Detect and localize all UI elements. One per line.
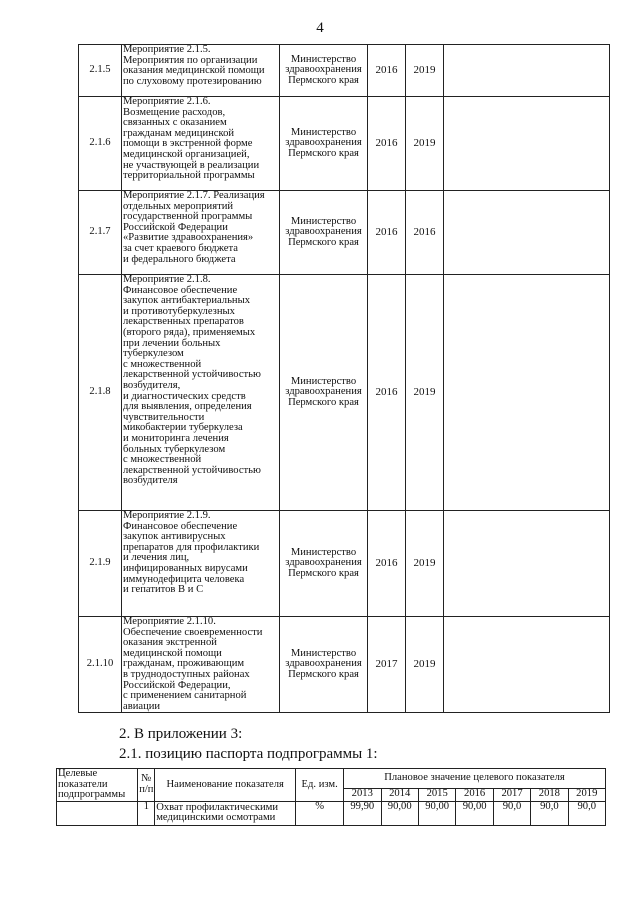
measure-row (79, 275, 610, 511)
measure-description-line: за счет краевого бюджета (123, 242, 238, 254)
measure-description-line: не участвующей в реализации (123, 159, 260, 171)
measure-blank-cell (444, 275, 610, 511)
measure-description-line: туберкулезом (123, 348, 184, 360)
measure-year-start: 2016 (368, 45, 406, 97)
measure-blank-cell (444, 191, 610, 275)
measure-description-line: чувствительности (123, 411, 205, 423)
measure-year-start: 2017 (368, 617, 406, 713)
measure-description-line: отдельных мероприятий (123, 200, 234, 212)
measure-executor (280, 617, 368, 713)
measure-description-line: по слуховому протезированию (123, 75, 262, 87)
measure-number: 2.1.8 (79, 275, 122, 511)
header-goal-line: Целевые (58, 768, 98, 779)
measure-description (122, 191, 280, 275)
measure-executor-line: Пермского края (288, 567, 359, 579)
measure-executor-line: Министерство (290, 375, 357, 387)
header-num-line: № (141, 773, 152, 785)
subsection-heading: 2.1. позицию паспорта подпрограммы 1: (119, 746, 378, 762)
measure-year-end: 2019 (406, 275, 444, 511)
measure-description-line: Мероприятие 2.1.6. (123, 96, 211, 107)
measure-description-line: государственной программы (123, 211, 253, 223)
measure-executor-line: Пермского края (288, 236, 359, 248)
measure-year-start: 2016 (368, 191, 406, 275)
measure-description-line: Мероприятие 2.1.9. (123, 510, 211, 521)
measure-row (79, 97, 610, 191)
measure-description-line: территориальной программы (123, 170, 255, 182)
measure-description-line: «Развитие здравоохранения» (123, 232, 254, 244)
measure-description-line: инфицированных вирусами (123, 562, 248, 574)
measure-description-line: оказания медицинской помощи (123, 65, 265, 77)
measure-description-line: гражданам медицинской (123, 127, 235, 139)
measure-executor (280, 511, 368, 617)
measure-executor-line: Министерство (290, 215, 357, 227)
indicator-value: 90,0 (568, 801, 605, 825)
measure-executor (280, 275, 368, 511)
measure-executor-line: Министерство (290, 647, 357, 659)
indicator-value: 90,00 (418, 801, 455, 825)
measure-description-line: Мероприятие 2.1.5. (123, 44, 211, 55)
measure-description-line: медицинской помощи (123, 647, 222, 659)
measure-year-end: 2016 (406, 191, 444, 275)
measure-description-line: закупок антивирусных (123, 531, 226, 543)
measure-description-line: с применением санитарной (123, 690, 247, 702)
measure-number: 2.1.6 (79, 97, 122, 191)
measure-description-line: препаратов для профилактики (123, 541, 260, 553)
measure-year-end: 2019 (406, 511, 444, 617)
measure-number: 2.1.10 (79, 617, 122, 713)
indicator-value: 90,00 (456, 801, 493, 825)
measure-description-line: в труднодоступных районах (123, 668, 250, 680)
measure-description-line: (второго ряда), применяемых (123, 326, 256, 338)
measure-description-line: и мониторинга лечения (123, 432, 229, 444)
measure-description-line: при лечении больных (123, 337, 221, 349)
indicator-unit: % (296, 801, 344, 825)
measure-executor-line: здравоохранения (285, 557, 362, 569)
measure-description-line: больных туберкулезом (123, 443, 226, 455)
measure-year-start: 2016 (368, 97, 406, 191)
measure-description-line: Российской Федерации, (123, 679, 231, 691)
measure-description-line: Финансовое обеспечение (123, 284, 238, 296)
measure-year-end: 2019 (406, 617, 444, 713)
measure-row (79, 511, 610, 617)
header-goal-line: подпрограммы (58, 789, 126, 801)
measures-table (78, 44, 610, 713)
measure-description-line: Возмещение расходов, (123, 106, 226, 118)
measure-description-line: Финансовое обеспечение (123, 520, 238, 532)
measure-blank-cell (444, 511, 610, 617)
measure-description-line: иммунодефицита человека (123, 573, 245, 585)
indicators-table (56, 768, 606, 826)
year-header: 2015 (418, 788, 455, 801)
measure-executor-line: здравоохранения (285, 658, 362, 670)
measure-year-end: 2019 (406, 45, 444, 97)
measure-executor-line: здравоохранения (285, 226, 362, 238)
measure-year-start: 2016 (368, 275, 406, 511)
indicator-goal-cell (57, 801, 138, 825)
measure-description-line: Обеспечение своевременности (123, 626, 263, 638)
measure-executor (280, 191, 368, 275)
measure-executor (280, 45, 368, 97)
measure-executor-line: здравоохранения (285, 64, 362, 76)
measure-executor-line: Пермского края (288, 74, 359, 86)
measure-executor-line: здравоохранения (285, 386, 362, 398)
indicator-value: 90,00 (381, 801, 418, 825)
measure-executor-line: Пермского края (288, 668, 359, 680)
page-number: 4 (316, 20, 324, 36)
measure-description-line: возбудителя, (123, 379, 181, 391)
measure-row (79, 617, 610, 713)
measure-description-line: лекарственных препаратов (123, 316, 244, 328)
measure-description-line: с множественной (123, 454, 202, 466)
year-header: 2019 (568, 788, 605, 801)
measure-year-start: 2016 (368, 511, 406, 617)
section-heading: 2. В приложении 3: (119, 726, 243, 742)
header-num (138, 769, 155, 802)
measure-blank-cell (444, 97, 610, 191)
measure-description-line: с множественной (123, 358, 202, 370)
measure-executor-line: Министерство (290, 126, 357, 138)
year-header: 2016 (456, 788, 493, 801)
year-header: 2017 (493, 788, 530, 801)
indicator-number: 1 (138, 801, 155, 825)
measure-description-line: и диагностических средств (123, 390, 246, 402)
measure-description (122, 617, 280, 713)
measure-row (79, 191, 610, 275)
measure-blank-cell (444, 45, 610, 97)
header-goal-line: показатели (58, 778, 108, 790)
header-unit: Ед. изм. (296, 769, 344, 802)
measure-description-line: связанных с оказанием (123, 117, 227, 129)
measure-description-line: и гепатитов В и С (123, 584, 204, 596)
header-name: Наименование показателя (155, 769, 296, 802)
year-header: 2014 (381, 788, 418, 801)
indicator-name-line: Охват профилактическими (156, 801, 279, 813)
measure-description-line: и противотуберкулезных (123, 305, 235, 317)
measure-description-line: возбудителя (123, 475, 178, 487)
measure-number: 2.1.7 (79, 191, 122, 275)
measure-description-line: оказания экстренной (123, 637, 217, 649)
measure-description-line: Мероприятие 2.1.7. Реализация (123, 190, 265, 201)
header-goal (57, 769, 138, 802)
indicator-value: 90,0 (531, 801, 568, 825)
measure-executor-line: здравоохранения (285, 137, 362, 149)
year-header: 2013 (344, 788, 381, 801)
measure-executor-line: Пермского края (288, 147, 359, 159)
indicator-name-line: медицинскими осмотрами (156, 812, 276, 824)
measure-description (122, 275, 280, 511)
measure-description (122, 511, 280, 617)
indicator-name (155, 801, 296, 825)
measure-description-line: и федерального бюджета (123, 253, 236, 265)
measure-number: 2.1.5 (79, 45, 122, 97)
measure-description-line: медицинской организацией, (123, 148, 250, 160)
measure-row (79, 45, 610, 97)
measure-description-line: и лечения лиц, (123, 552, 190, 564)
measure-description-line: закупок антибактериальных (123, 295, 251, 307)
indicator-value: 99,90 (344, 801, 381, 825)
measure-blank-cell (444, 617, 610, 713)
measure-description (122, 45, 280, 97)
measure-description-line: Мероприятие 2.1.8. (123, 274, 211, 285)
measure-description-line: Мероприятие 2.1.10. (123, 616, 216, 627)
header-plan: Плановое значение целевого показателя (344, 769, 606, 789)
measure-description-line: Российской Федерации (123, 221, 228, 233)
year-header: 2018 (531, 788, 568, 801)
header-num-line: п/п (139, 783, 154, 795)
measure-executor (280, 97, 368, 191)
measure-description-line: лекарственной устойчивостью (123, 369, 261, 381)
measure-description-line: лекарственной устойчивостью (123, 464, 261, 476)
measure-description-line: авиации (123, 700, 161, 712)
measure-description-line: помощи в экстренной форме (123, 138, 253, 150)
measure-description (122, 97, 280, 191)
indicator-value: 90,0 (493, 801, 530, 825)
measure-executor-line: Министерство (290, 53, 357, 65)
measure-description-line: Мероприятия по организации (123, 54, 258, 66)
measure-number: 2.1.9 (79, 511, 122, 617)
measure-executor-line: Пермского края (288, 396, 359, 408)
measure-executor-line: Министерство (290, 546, 357, 558)
measure-year-end: 2019 (406, 97, 444, 191)
measure-description-line: микобактерии туберкулеза (123, 422, 243, 434)
measure-description-line: гражданам, проживающим (123, 658, 245, 670)
measure-description-line: для выявления, определения (123, 401, 252, 413)
